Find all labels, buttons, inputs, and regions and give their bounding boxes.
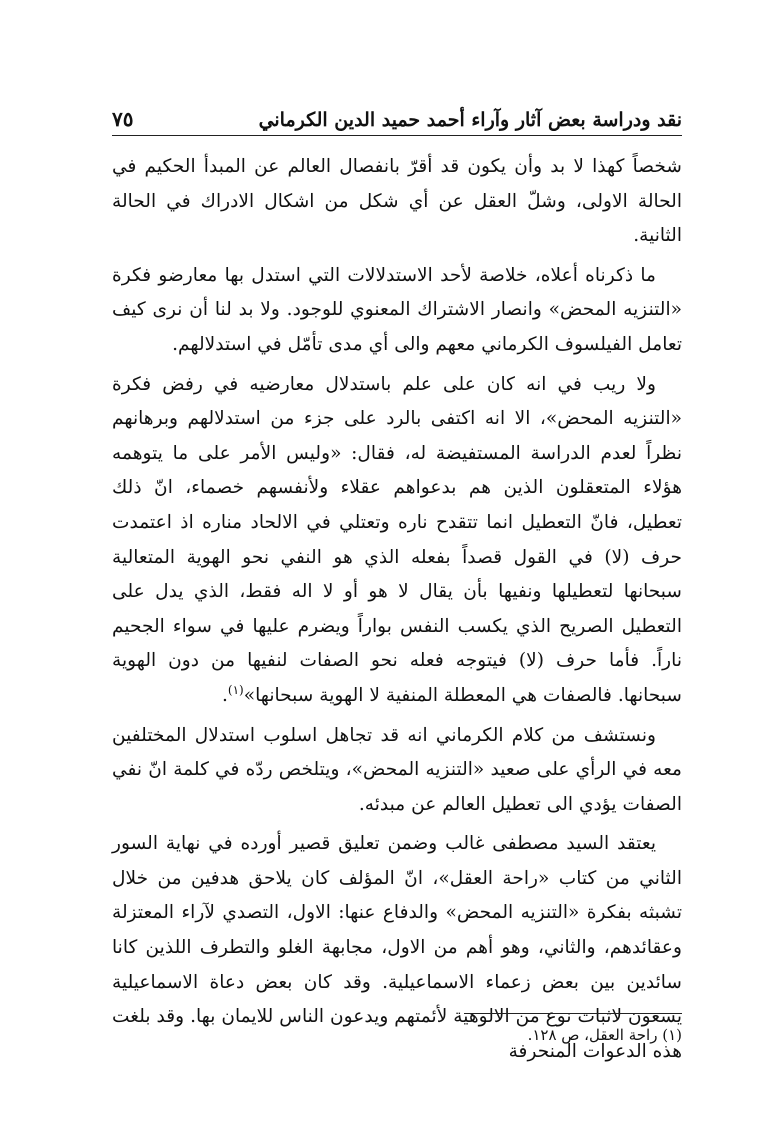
running-title: نقد ودراسة بعض آثار وآراء أحمد حميد الدين الكرماني — [258, 109, 682, 131]
page-number: ٧٥ — [112, 107, 134, 131]
footnote: (١) راحة العقل، ص ١٢٨. — [527, 1026, 682, 1044]
footnote-divider — [464, 1013, 682, 1014]
body-text — [112, 150, 682, 1074]
footnote-reference: (١) — [227, 682, 244, 697]
paragraph-4: ونستشف من كلام الكرماني انه قد تجاهل اسلوب استدلال المختلفين معه في الرأي على صعيد «التنزيه المحض»، ويتلخص ردّه في كلمة انّ نفي الصفات يؤدي الى تعطيل العالم عن مبدئه. — [112, 724, 682, 815]
paragraph-2: ما ذكرناه أعلاه، خلاصة لأحد الاستدلالات التي استدل بها معارضو فكرة «التنزيه المحض» وانصار الاشتراك المعنوي للوجود. ولا بد لنا أن نرى كيف تعامل الفيلسوف الكرماني معهم والى أي مدى تأمّل في استدلالهم. — [112, 264, 682, 355]
paragraph-5: يعتقد السيد مصطفى غالب وضمن تعليق قصير أورده في نهاية السور الثاني من كتاب «راحة العقل»، انّ المؤلف كان يلاحق هدفين من خلال تشبثه بفكرة «التنزيه المحض» والدفاع عنها: الاول، التصدي لآراء المعتزلة وعقائدهم، والثاني، وهو أهم من الاول، مجابهة الغلو والتطرف اللذين كانا سائدين بين بعض زعماء الاسماعيلية. وقد كان بعض دعاة الاسماعيلية يسعون لاثبات نوع من الالوهية لأئمتهم ويدعون الناس للايمان بها. وقد بلغت هذه الدعوات المنحرفة — [112, 833, 682, 1062]
paragraph-1: شخصاً كهذا لا بد وأن يكون قد أقرّ بانفصال العالم عن المبدأ الحكيم في الحالة الاولى، وشلّ العقل عن أي شكل من اشكال الادراك في الحالة الثانية. — [112, 156, 682, 247]
quote-end: . — [221, 684, 228, 706]
quote-text: ولا ريب في انه كان على علم باستدلال معارضيه في رفض فكرة «التنزيه المحض»، الا انه اكتفى بالرد على جزء من استدلالهم وبرهانهم نظراً لعدم الدراسة المستفيضة له، فقال: «وليس الأمر على ما يتوهمه هؤلاء المتعقلون الذين هم بدعواهم عقلاء ولأنفسهم خصماء، انّ ذلك تعطيل، فانّ التعطيل انما تتقدح ناره وتعتلي في الالحاد مناره اذ اعتمدت حرف (لا) في القول قصداً بفعله الذي هو النفي نحو الهوية المتعالية سبحانها لتعطيلها ونفيها بأن يقال لا هو أو لا اله فقط، الذي يدل على التعطيل الصريح الذي يكسب النفس بواراً ويضرم عليها في سواء الجحيم ناراً. فأما حرف (لا) فيتوجه فعله نحو الصفات لنفيها من دون الهوية سبحانها. فالصفات هي المعطلة المنفية لا الهوية سبحانها» — [112, 373, 682, 706]
running-header — [112, 96, 682, 136]
paragraph-3 — [112, 368, 682, 714]
